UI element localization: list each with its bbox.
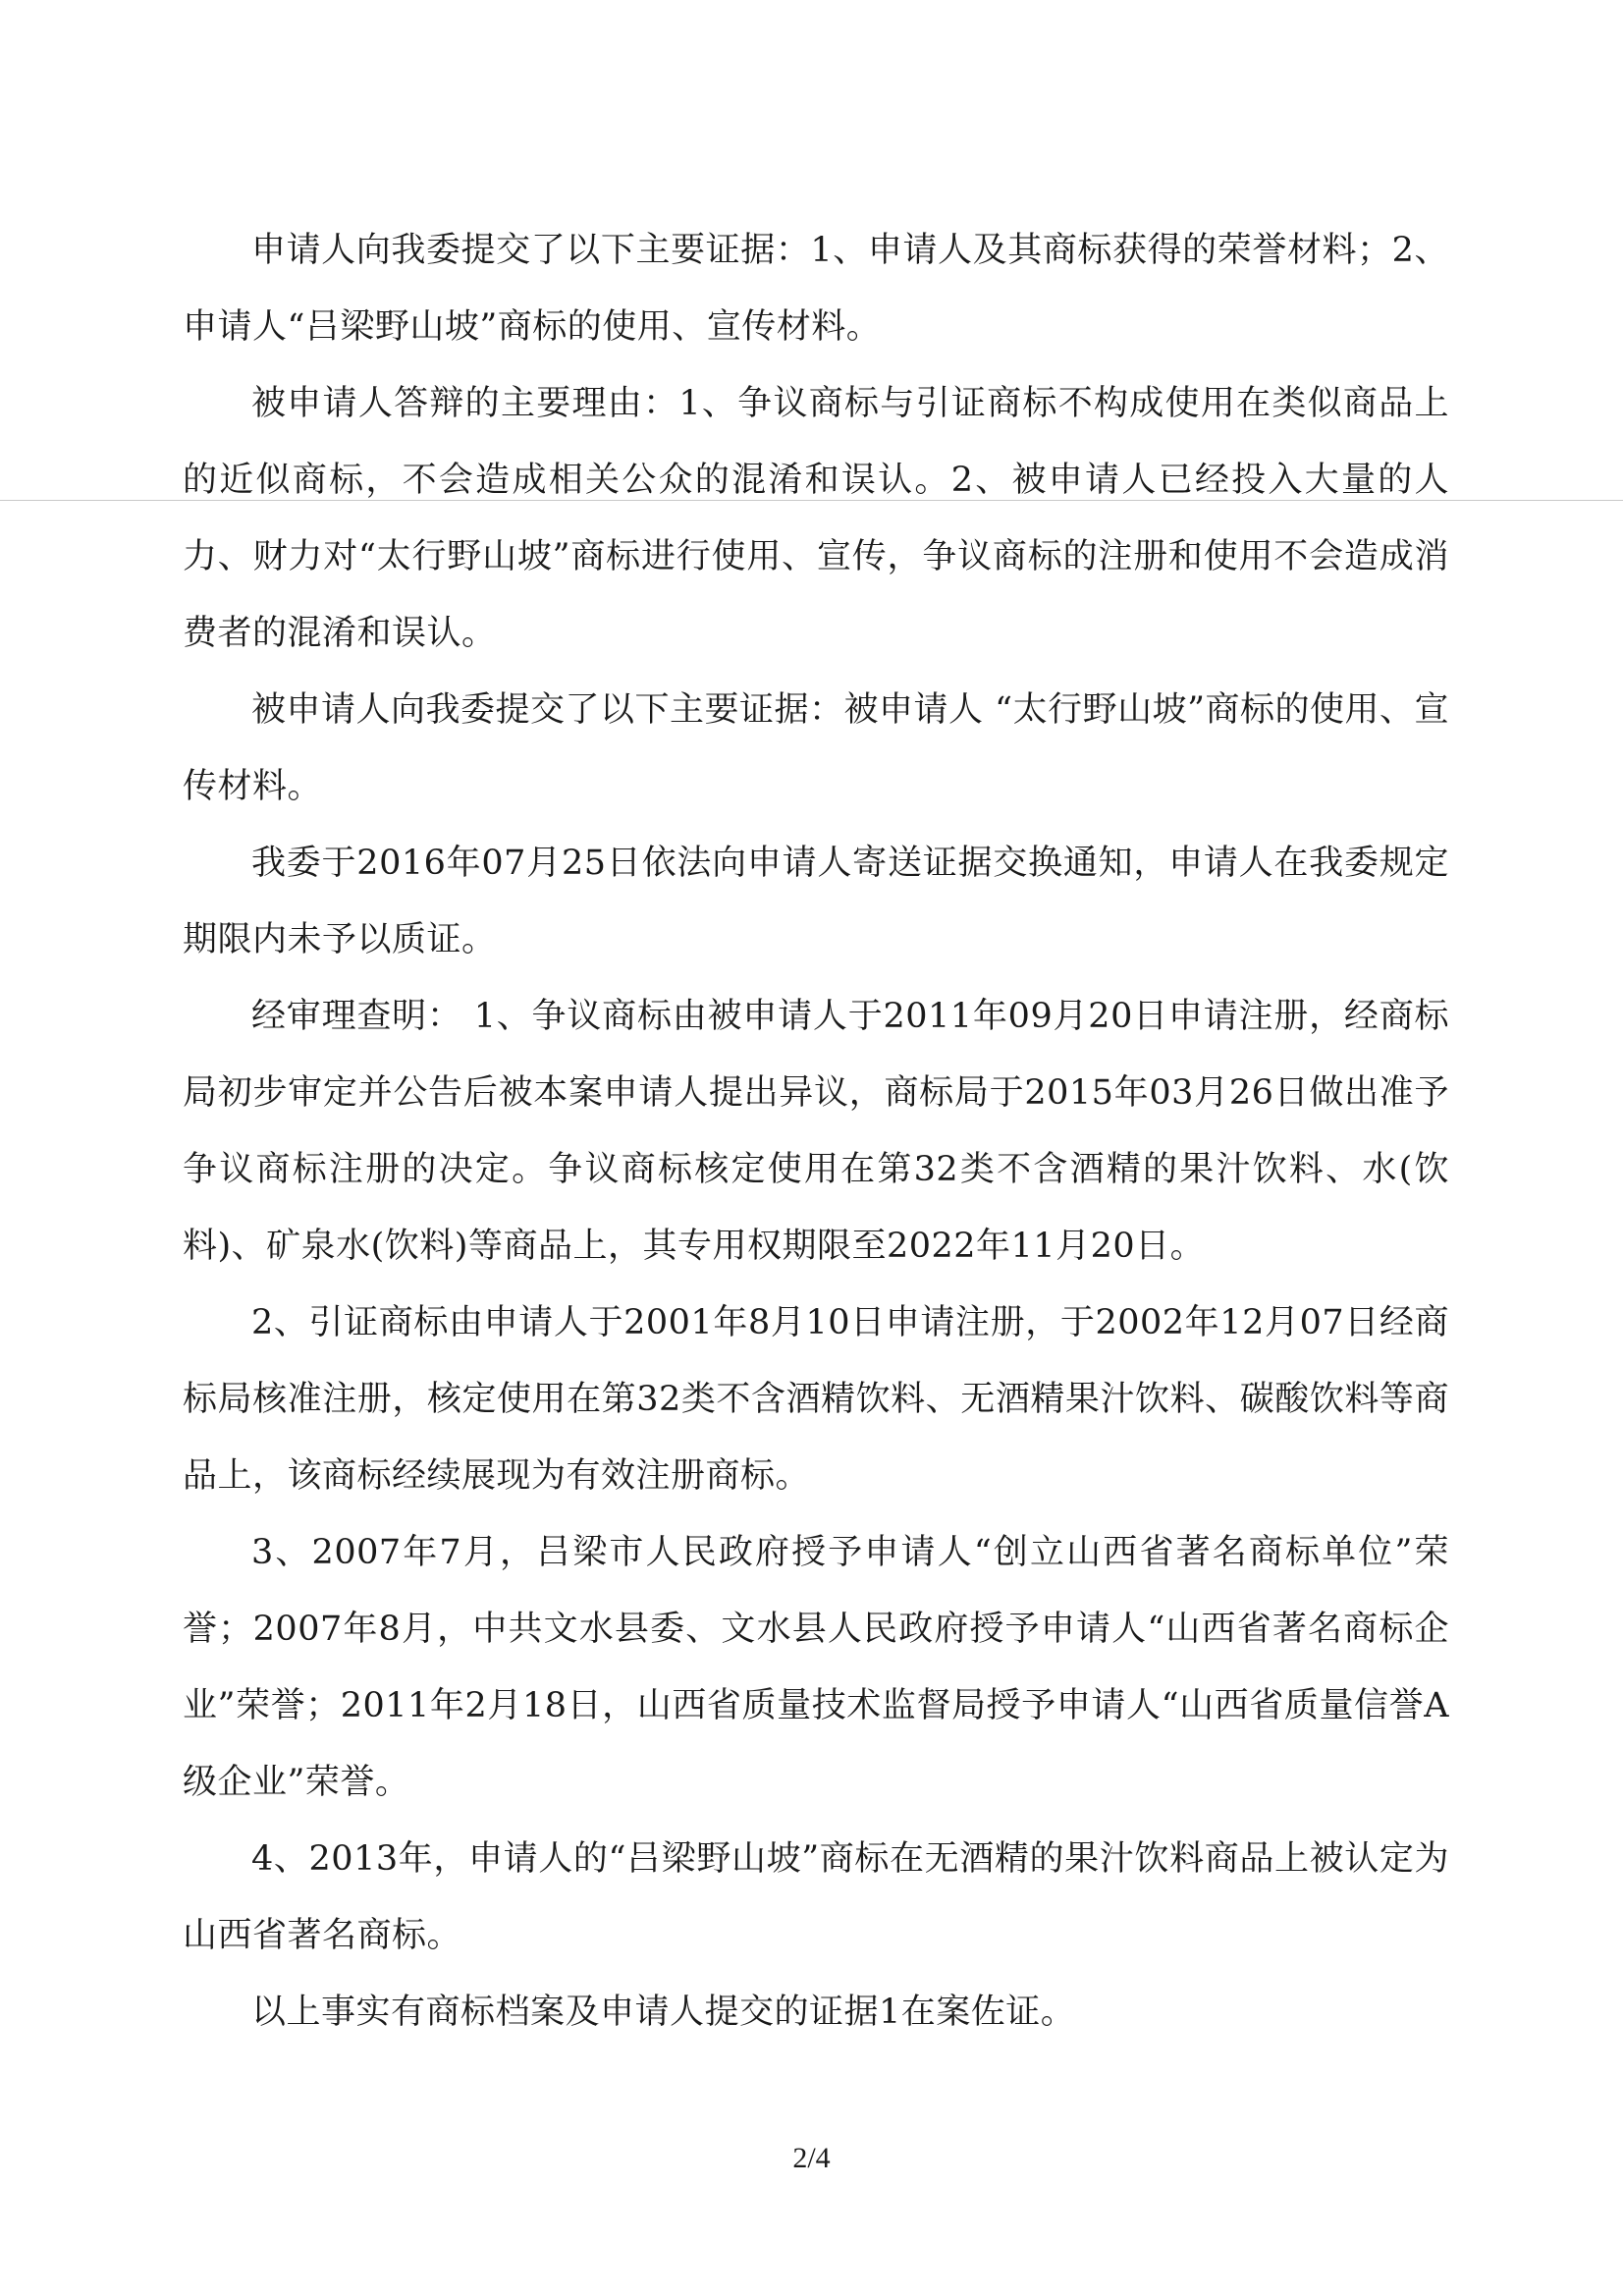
paragraph-finding-3: 3、2007年7月，吕梁市人民政府授予申请人“创立山西省著名商标单位”荣誉；2007年8月，中共文水县委、文水县人民政府授予申请人“山西省著名商标企业”荣誉；2011年2月18日，山西省质量技术监督局授予申请人“山西省质量信誉A级企业”荣誉。 [183,1533,1449,1802]
paragraph-respondent-evidence: 被申请人向我委提交了以下主要证据：被申请人 “太行野山坡”商标的使用、宣传材料。 [183,690,1449,806]
paragraph-respondent-defense: 被申请人答辩的主要理由：1、争议商标与引证商标不构成使用在类似商品上的近似商标，不会造成相关公众的混淆和误认。2、被申请人已经投入大量的人力、财力对“太行野山坡”商标进行使用、宣传，争议商标的注册和使用不会造成消费者的混淆和误认。 [183,384,1449,653]
page-number: 2/4 [792,2142,831,2174]
paragraph-finding-1: 经审理查明： 1、争议商标由被申请人于2011年09月20日申请注册，经商标局初步审定并公告后被本案申请人提出异议，商标局于2015年03月26日做出准予争议商标注册的决定。争议商标核定使用在第32类不含酒精的果汁饮料、水(饮料)、矿泉水(饮料)等商品上，其专用权期限至2022年11月20日。 [183,997,1449,1266]
paragraph-conclusion: 以上事实有商标档案及申请人提交的证据1在案佐证。 [251,1993,1076,2032]
paragraph-evidence-exchange: 我委于2016年07月25日依法向申请人寄送证据交换通知，申请人在我委规定期限内未予以质证。 [183,844,1449,959]
document-body [183,212,1449,2050]
paragraph-finding-4: 4、2013年，申请人的“吕梁野山坡”商标在无酒精的果汁饮料商品上被认定为山西省著名商标。 [183,1839,1449,1955]
paragraph-applicant-evidence: 申请人向我委提交了以下主要证据：1、申请人及其商标获得的荣誉材料；2、申请人“吕梁野山坡”商标的使用、宣传材料。 [183,231,1449,347]
paragraph-finding-2: 2、引证商标由申请人于2001年8月10日申请注册，于2002年12月07日经商标局核准注册，核定使用在第32类不含酒精饮料、无酒精果汁饮料、碳酸饮料等商品上，该商标经续展现为有效注册商标。 [183,1303,1449,1496]
